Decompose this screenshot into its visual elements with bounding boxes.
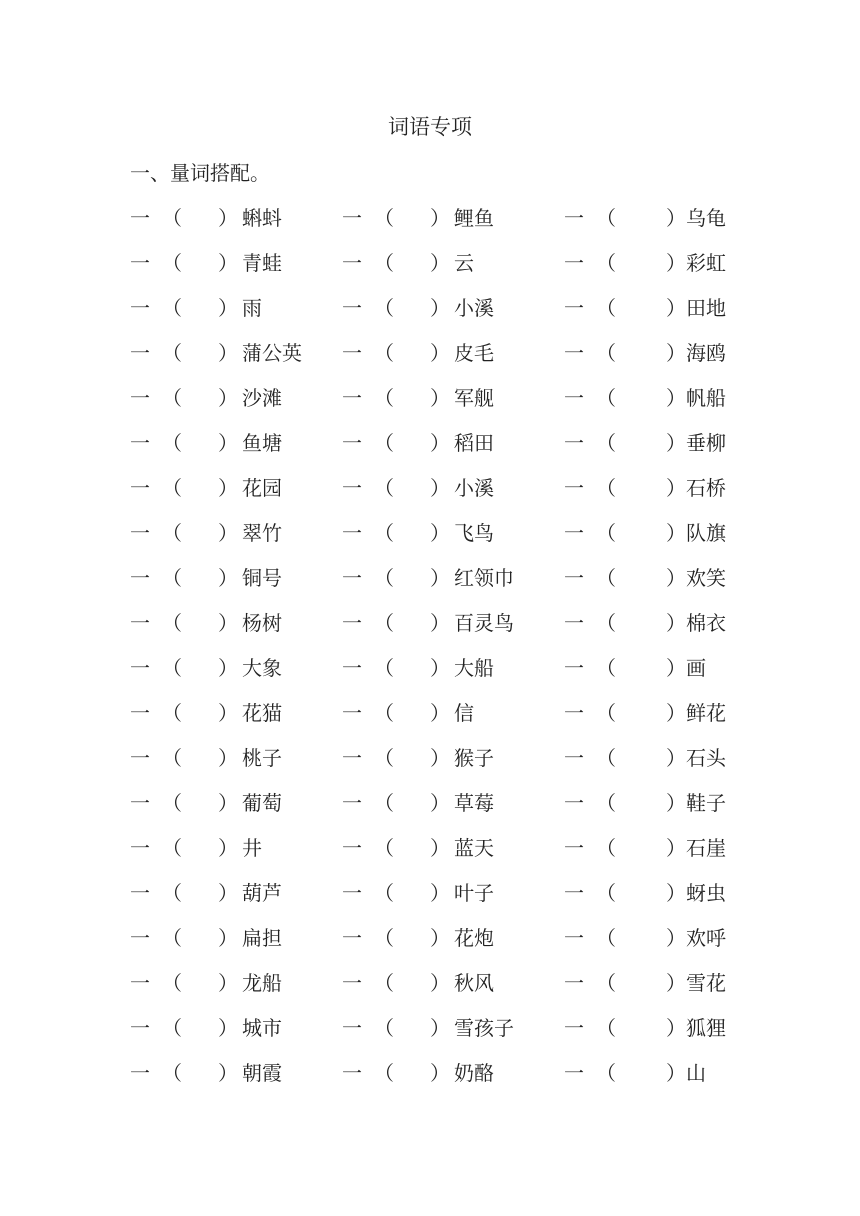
noun-word: 稻田 [454,431,494,455]
blank-right-paren: ） [666,1061,686,1085]
blank-left-paren: （ [374,926,394,950]
noun-word: 龙船 [242,971,282,995]
blank-right-paren: ） [218,431,238,455]
exercise-row [130,338,750,383]
noun-word: 城市 [242,1016,282,1040]
numeral-one: 一 [564,881,584,905]
blank-left-paren: （ [162,206,182,230]
section-heading: 一、量词搭配。 [130,161,270,185]
noun-word: 翠竹 [242,521,282,545]
blank-left-paren: （ [596,701,616,725]
blank-left-paren: （ [162,746,182,770]
noun-word: 垂柳 [686,431,726,455]
numeral-one: 一 [564,926,584,950]
noun-word: 鞋子 [686,791,726,815]
noun-word: 桃子 [242,746,282,770]
blank-right-paren: ） [218,251,238,275]
noun-word: 鲤鱼 [454,206,494,230]
blank-right-paren: ） [430,746,450,770]
blank-left-paren: （ [162,1016,182,1040]
exercise-row [130,518,750,563]
numeral-one: 一 [130,611,150,635]
numeral-one: 一 [342,836,362,860]
noun-word: 井 [242,836,262,860]
noun-word: 奶酪 [454,1061,494,1085]
blank-right-paren: ） [218,566,238,590]
blank-left-paren: （ [374,881,394,905]
blank-right-paren: ） [430,341,450,365]
exercise-grid [130,203,750,1103]
blank-left-paren: （ [596,341,616,365]
noun-word: 海鸥 [686,341,726,365]
noun-word: 信 [454,701,474,725]
blank-right-paren: ） [430,1061,450,1085]
exercise-row [130,698,750,743]
blank-right-paren: ） [666,431,686,455]
blank-left-paren: （ [162,611,182,635]
noun-word: 雪花 [686,971,726,995]
exercise-row [130,473,750,518]
exercise-row [130,1058,750,1103]
blank-right-paren: ） [666,746,686,770]
blank-right-paren: ） [666,386,686,410]
blank-left-paren: （ [596,386,616,410]
numeral-one: 一 [130,791,150,815]
blank-left-paren: （ [162,431,182,455]
blank-left-paren: （ [162,701,182,725]
noun-word: 红领巾 [454,566,514,590]
blank-left-paren: （ [374,296,394,320]
noun-word: 雨 [242,296,262,320]
numeral-one: 一 [342,656,362,680]
noun-word: 乌龟 [686,206,726,230]
blank-right-paren: ） [666,341,686,365]
numeral-one: 一 [564,296,584,320]
numeral-one: 一 [130,881,150,905]
blank-right-paren: ） [218,746,238,770]
noun-word: 朝霞 [242,1061,282,1085]
blank-right-paren: ） [430,206,450,230]
numeral-one: 一 [564,611,584,635]
blank-right-paren: ） [666,881,686,905]
numeral-one: 一 [342,341,362,365]
numeral-one: 一 [342,1061,362,1085]
blank-left-paren: （ [374,251,394,275]
blank-left-paren: （ [596,656,616,680]
blank-left-paren: （ [596,296,616,320]
blank-left-paren: （ [374,836,394,860]
blank-left-paren: （ [162,476,182,500]
numeral-one: 一 [130,431,150,455]
noun-word: 田地 [686,296,726,320]
blank-left-paren: （ [374,431,394,455]
noun-word: 彩虹 [686,251,726,275]
numeral-one: 一 [564,656,584,680]
blank-left-paren: （ [162,521,182,545]
blank-right-paren: ） [430,521,450,545]
numeral-one: 一 [130,656,150,680]
numeral-one: 一 [130,971,150,995]
noun-word: 蝌蚪 [242,206,282,230]
blank-right-paren: ） [218,881,238,905]
numeral-one: 一 [342,386,362,410]
numeral-one: 一 [564,791,584,815]
blank-right-paren: ） [666,296,686,320]
noun-word: 猴子 [454,746,494,770]
blank-right-paren: ） [430,476,450,500]
numeral-one: 一 [342,1016,362,1040]
blank-right-paren: ） [430,926,450,950]
blank-left-paren: （ [162,791,182,815]
noun-word: 雪孩子 [454,1016,514,1040]
blank-right-paren: ） [430,431,450,455]
blank-left-paren: （ [596,971,616,995]
numeral-one: 一 [564,836,584,860]
blank-right-paren: ） [218,791,238,815]
exercise-row [130,788,750,833]
blank-right-paren: ） [666,611,686,635]
blank-left-paren: （ [596,521,616,545]
blank-right-paren: ） [430,1016,450,1040]
numeral-one: 一 [130,746,150,770]
blank-right-paren: ） [218,836,238,860]
blank-right-paren: ） [666,476,686,500]
blank-right-paren: ） [430,611,450,635]
numeral-one: 一 [130,206,150,230]
blank-left-paren: （ [596,1061,616,1085]
blank-right-paren: ） [430,881,450,905]
noun-word: 鲜花 [686,701,726,725]
noun-word: 扁担 [242,926,282,950]
blank-left-paren: （ [596,611,616,635]
numeral-one: 一 [342,701,362,725]
numeral-one: 一 [130,521,150,545]
blank-right-paren: ） [430,971,450,995]
numeral-one: 一 [564,341,584,365]
blank-left-paren: （ [374,971,394,995]
blank-left-paren: （ [374,746,394,770]
blank-left-paren: （ [374,521,394,545]
noun-word: 队旗 [686,521,726,545]
noun-word: 百灵鸟 [454,611,514,635]
exercise-row [130,1013,750,1058]
numeral-one: 一 [130,836,150,860]
blank-left-paren: （ [162,881,182,905]
blank-left-paren: （ [596,476,616,500]
noun-word: 小溪 [454,476,494,500]
numeral-one: 一 [564,1016,584,1040]
numeral-one: 一 [342,521,362,545]
blank-right-paren: ） [430,251,450,275]
blank-right-paren: ） [218,386,238,410]
blank-right-paren: ） [218,611,238,635]
exercise-row [130,293,750,338]
blank-left-paren: （ [374,206,394,230]
numeral-one: 一 [564,746,584,770]
blank-left-paren: （ [374,656,394,680]
noun-word: 皮毛 [454,341,494,365]
blank-right-paren: ） [666,836,686,860]
numeral-one: 一 [130,566,150,590]
numeral-one: 一 [342,566,362,590]
blank-left-paren: （ [596,791,616,815]
exercise-row [130,428,750,473]
numeral-one: 一 [342,746,362,770]
numeral-one: 一 [342,431,362,455]
numeral-one: 一 [342,926,362,950]
noun-word: 画 [686,656,706,680]
exercise-row [130,653,750,698]
numeral-one: 一 [342,791,362,815]
blank-right-paren: ） [430,701,450,725]
exercise-row [130,203,750,248]
numeral-one: 一 [342,971,362,995]
numeral-one: 一 [564,476,584,500]
blank-right-paren: ） [666,1016,686,1040]
noun-word: 棉衣 [686,611,726,635]
blank-right-paren: ） [666,971,686,995]
blank-right-paren: ） [218,971,238,995]
noun-word: 鱼塘 [242,431,282,455]
page-title: 词语专项 [388,115,472,139]
blank-right-paren: ） [430,836,450,860]
noun-word: 欢呼 [686,926,726,950]
numeral-one: 一 [564,431,584,455]
numeral-one: 一 [130,701,150,725]
numeral-one: 一 [564,521,584,545]
blank-left-paren: （ [374,791,394,815]
blank-right-paren: ） [666,521,686,545]
noun-word: 狐狸 [686,1016,726,1040]
blank-right-paren: ） [218,521,238,545]
blank-left-paren: （ [162,1061,182,1085]
noun-word: 蒲公英 [242,341,302,365]
blank-left-paren: （ [596,926,616,950]
numeral-one: 一 [130,296,150,320]
numeral-one: 一 [564,566,584,590]
exercise-row [130,248,750,293]
numeral-one: 一 [564,206,584,230]
blank-right-paren: ） [218,1016,238,1040]
blank-left-paren: （ [162,656,182,680]
exercise-row [130,878,750,923]
blank-right-paren: ） [666,656,686,680]
numeral-one: 一 [564,386,584,410]
blank-right-paren: ） [218,656,238,680]
blank-left-paren: （ [162,386,182,410]
blank-left-paren: （ [162,251,182,275]
blank-right-paren: ） [666,251,686,275]
numeral-one: 一 [564,971,584,995]
blank-left-paren: （ [596,431,616,455]
noun-word: 欢笑 [686,566,726,590]
blank-left-paren: （ [596,251,616,275]
blank-left-paren: （ [162,836,182,860]
numeral-one: 一 [342,251,362,275]
numeral-one: 一 [564,251,584,275]
noun-word: 沙滩 [242,386,282,410]
noun-word: 飞鸟 [454,521,494,545]
blank-right-paren: ） [218,1061,238,1085]
blank-left-paren: （ [374,566,394,590]
noun-word: 石崖 [686,836,726,860]
blank-left-paren: （ [596,881,616,905]
noun-word: 军舰 [454,386,494,410]
blank-right-paren: ） [666,926,686,950]
blank-left-paren: （ [162,926,182,950]
blank-right-paren: ） [666,791,686,815]
blank-right-paren: ） [430,296,450,320]
exercise-row [130,383,750,428]
noun-word: 秋风 [454,971,494,995]
blank-right-paren: ） [218,206,238,230]
numeral-one: 一 [130,926,150,950]
blank-right-paren: ） [218,701,238,725]
blank-right-paren: ） [666,701,686,725]
exercise-row [130,743,750,788]
noun-word: 石头 [686,746,726,770]
numeral-one: 一 [130,1016,150,1040]
numeral-one: 一 [342,206,362,230]
blank-left-paren: （ [374,611,394,635]
exercise-row [130,968,750,1013]
noun-word: 大船 [454,656,494,680]
blank-left-paren: （ [596,566,616,590]
noun-word: 帆船 [686,386,726,410]
blank-left-paren: （ [596,746,616,770]
blank-right-paren: ） [218,926,238,950]
exercise-row [130,833,750,878]
noun-word: 云 [454,251,474,275]
noun-word: 青蛙 [242,251,282,275]
blank-right-paren: ） [218,476,238,500]
noun-word: 大象 [242,656,282,680]
blank-right-paren: ） [430,386,450,410]
blank-left-paren: （ [374,1061,394,1085]
blank-left-paren: （ [374,701,394,725]
blank-left-paren: （ [374,476,394,500]
numeral-one: 一 [130,386,150,410]
blank-right-paren: ） [430,791,450,815]
numeral-one: 一 [342,476,362,500]
noun-word: 葫芦 [242,881,282,905]
noun-word: 铜号 [242,566,282,590]
blank-left-paren: （ [374,386,394,410]
blank-left-paren: （ [162,566,182,590]
noun-word: 花猫 [242,701,282,725]
blank-left-paren: （ [596,836,616,860]
blank-right-paren: ） [430,566,450,590]
numeral-one: 一 [130,251,150,275]
noun-word: 蚜虫 [686,881,726,905]
exercise-row [130,563,750,608]
noun-word: 草莓 [454,791,494,815]
blank-left-paren: （ [162,296,182,320]
numeral-one: 一 [342,611,362,635]
noun-word: 蓝天 [454,836,494,860]
numeral-one: 一 [342,881,362,905]
noun-word: 山 [686,1061,706,1085]
numeral-one: 一 [130,476,150,500]
noun-word: 石桥 [686,476,726,500]
noun-word: 杨树 [242,611,282,635]
blank-left-paren: （ [374,341,394,365]
numeral-one: 一 [564,701,584,725]
noun-word: 花园 [242,476,282,500]
noun-word: 花炮 [454,926,494,950]
blank-left-paren: （ [374,1016,394,1040]
blank-left-paren: （ [596,206,616,230]
blank-left-paren: （ [162,341,182,365]
exercise-row [130,923,750,968]
blank-right-paren: ） [666,566,686,590]
blank-left-paren: （ [162,971,182,995]
exercise-row [130,608,750,653]
numeral-one: 一 [130,1061,150,1085]
blank-left-paren: （ [596,1016,616,1040]
blank-right-paren: ） [666,206,686,230]
noun-word: 葡萄 [242,791,282,815]
numeral-one: 一 [564,1061,584,1085]
noun-word: 小溪 [454,296,494,320]
numeral-one: 一 [130,341,150,365]
blank-right-paren: ） [218,296,238,320]
blank-right-paren: ） [430,656,450,680]
noun-word: 叶子 [454,881,494,905]
numeral-one: 一 [342,296,362,320]
blank-right-paren: ） [218,341,238,365]
